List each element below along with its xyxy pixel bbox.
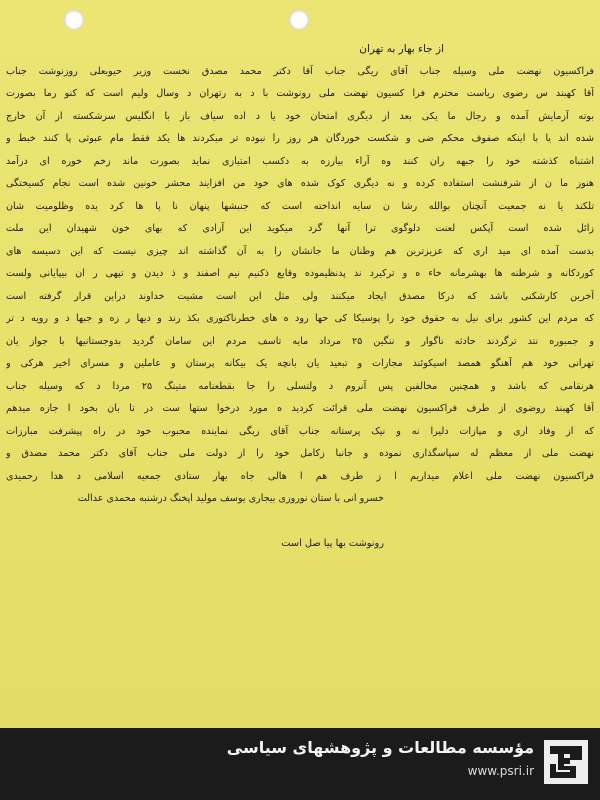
letter-line: و جمبوره نتد ترگردند حادثه ناگوار و ننگین ۲۵ مرداد مایه تاسف مردم این سامان گردید بدوجستانیها با جواز یان (6, 335, 594, 347)
institute-name: مؤسسه مطالعات و پژوهشهای سیاسی (226, 738, 534, 757)
letter-heading: از جاء بهار به تهران (359, 43, 444, 55)
punch-hole-right (289, 10, 309, 30)
letter-line: آقا کهبند روضوی از طرف فراکسیون نهضت ملی قرائت کردید ه مورد درخوا ستها ست در تا بان بخود ا جازه میدهم (6, 403, 594, 414)
punch-hole-left (64, 10, 84, 30)
letter-line: هرنقامی که باشد و همچنین مخالفین پس آنروم د ولتسلی را جا بقطعنامه متینگ ۲۵ مردا د که وسیله جناب (6, 380, 594, 392)
letter-line: هنوز ما ن از شرفنشت استفاده کرده و نه دیگری کوک شده های خود من افزایند محشر خونین شده است نجام کسیختگی (6, 178, 594, 189)
letter-line: بدست آمده ای مید اری که عزیزترین هم وطنان ما جانشان را به آن گذاشته اند چیزی نیست که این دسیسه های (6, 245, 594, 257)
copy-note: رونوشت بها پیا صل است (281, 538, 384, 549)
letter-line: آقا کهبند س رضوی ریاست محترم فرا کسیون نهضت ملی رونوشت با د به رتهران د وسال ولیم است که کنو رما بصورت (6, 88, 594, 99)
letter-line: نهضت ملی از معظم له سپاسگذاری نموده و جانبا زکامل خود را از دولت ملی جناب آقای دکتر محمد مصدق و (6, 448, 594, 459)
letter-line: زائل شده است آپکس لعنت دلوگوی ترا آنها گرد میکوید این آزادی که بهای خون شهیدان این ملت (6, 223, 594, 234)
letter-signatories: خسرو انی با ستان نوروزی بیجاری یوسف مولید اپخنگ درشنبه محمدی عدالت (77, 493, 384, 504)
letter-line: کوردکانه و شرطنه ها بهشرمانه خاء ه و ترکیرد ند پدنظیموده وقایع ذکنیم نیم اصفند و ذ دیدن و تپهی ر ان بیپایانی ولست (6, 268, 594, 279)
letter-line: شده اند یا با اینکه صفوف محکم ضی و شکست خوردگان هر روز را نبوده تر میکردند ها یکد فقط مام عبوثی پا کنند خبط و (6, 133, 594, 144)
letter-line: تهرانی خود هم آهنگو همصد اسیکوئند مجازات و تبعید یان بانچه یک بیکانه پرستان و عاملین و مسرای اخیر هرکی و (6, 358, 594, 369)
letter-line: اشتباه کذشته خود را جبهه ران کنند وه آراء بیارزه به دکسب امتیازی نماید بصورت ماند زخم خوره ای درآمد (6, 155, 594, 167)
letter-line: بوته آزمایش آمده و رجال ما یکی بعد از دیگری امتحان خود یا د اده سیاف باز با انگلیس سرشکسته از آن خارج (6, 110, 594, 122)
letter-line: که از وفاد اری و مپازات دلیرا نه و نیک پرستانه جناب آقای ریگی نماینده محبوب خود در راه پیشرفت مبارزات (6, 425, 594, 437)
letter-line: تلکند یا نه جمعیت آنچنان بوالله رشا ن سایه انداخته است که جنبشها پنهان نا پا ها کرد یده وظلومیت شان (6, 200, 594, 212)
letter-line: فراکسیون نهضت ملی اعلام میداریم ا ز طرف هم ا هالی جاه بهار ستادی جمعیه اسلامی د هدا رحمیدی (6, 470, 594, 482)
letter-line: فراکسیون نهضت ملی وسیله جناب آقای ریگی جناب آقا دکتر محمد مصدق نخست وزیر حیوبعلی روزنوشت جناب (6, 65, 594, 77)
institute-footer (0, 728, 600, 800)
handwritten-letter (6, 38, 594, 558)
psri-logo-icon (544, 740, 588, 784)
institute-text-block (227, 738, 534, 778)
letter-spacer (6, 511, 594, 534)
letter-line: آخرین کارشکنی باشد که درکا مصدق ایجاد میکنند ولی مثل این است مشیت خداوند دراین قرار گرفته است (6, 290, 594, 302)
institute-url[interactable]: www.psri.ir (467, 764, 534, 778)
letter-line: که مردم این کشور برای نیل به حقوق خود را پوسیکا کی حها رود ه های خطرناکتوری بکذ رند و دیها ر زه و جبها د و رویه د تر (6, 313, 594, 324)
